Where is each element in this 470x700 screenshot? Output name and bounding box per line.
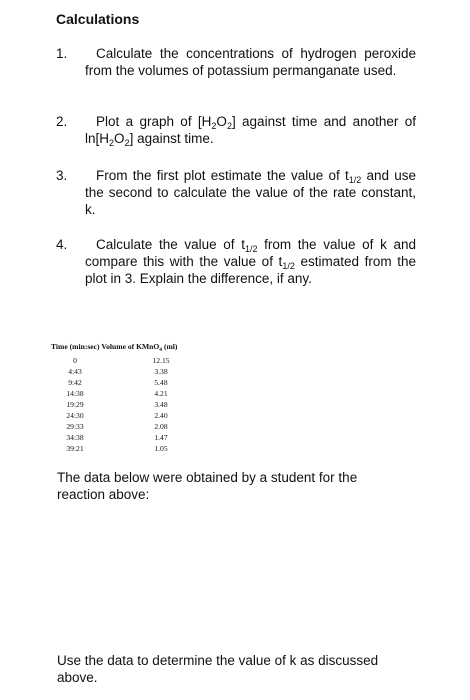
question-number: 3. xyxy=(56,168,68,183)
section-heading: Calculations xyxy=(56,11,140,27)
time-cell: 0 xyxy=(73,356,77,365)
instruction-text: Use the data to determine the value of k as discussed above. xyxy=(57,653,379,685)
table-row xyxy=(51,443,221,454)
question-number: 1. xyxy=(56,46,68,61)
table-row xyxy=(51,399,221,410)
data-table xyxy=(51,342,221,454)
time-cell: 29:33 xyxy=(66,422,84,431)
question-text: Calculate the concentrations of hydrogen peroxide from the volumes of potassium permanganate used. xyxy=(85,46,416,78)
volume-cell: 3.38 xyxy=(154,367,168,376)
volume-cell: 2.08 xyxy=(154,422,168,431)
volume-cell: 2.40 xyxy=(154,411,168,420)
volume-cell: 4.21 xyxy=(154,389,168,398)
header-volume: Volume of KMnO$_4$ (ml) xyxy=(101,342,178,353)
table-row xyxy=(51,366,221,377)
table-row xyxy=(51,432,221,443)
table-row xyxy=(51,377,221,388)
time-cell: 34:38 xyxy=(66,433,84,442)
data-statement: The data below were obtained by a student for the reaction above: xyxy=(57,470,358,502)
question-text: Calculate the value of $t_{1/2}$ from the value of k and compare this with the value of $t_{1/2}$ estimated from the plot in 3. Explain the difference, if any. xyxy=(85,237,416,286)
question-item-3 xyxy=(56,167,416,218)
question-text: From the first plot estimate the value of $t_{1/2}$ and use the second to calculate the value of the rate constant, k. xyxy=(85,168,416,217)
question-number: 4. xyxy=(56,237,68,252)
header-time: Time (min:sec) xyxy=(51,342,100,351)
volume-cell: 5.48 xyxy=(154,378,168,387)
time-cell: 9:42 xyxy=(68,378,82,387)
question-item-4 xyxy=(56,236,416,287)
time-cell: 19:29 xyxy=(66,400,84,409)
question-text: Plot a graph of $[H_2O_2]$ against time and another of $\ln[H_2O_2]$ against time. xyxy=(85,114,416,148)
table-header xyxy=(51,342,221,351)
question-number: 2. xyxy=(56,114,68,129)
volume-cell: 12.15 xyxy=(152,356,170,365)
time-cell: 39:21 xyxy=(66,444,84,453)
table-row xyxy=(51,421,221,432)
volume-cell: 1.05 xyxy=(154,444,168,453)
table-row xyxy=(51,388,221,399)
table-row xyxy=(51,410,221,421)
volume-cell: 1.47 xyxy=(154,433,168,442)
time-cell: 4:43 xyxy=(68,367,82,376)
question-item-2 xyxy=(56,113,416,147)
question-item-1 xyxy=(56,45,416,79)
volume-cell: 3.48 xyxy=(154,400,168,409)
time-cell: 14:38 xyxy=(66,389,84,398)
table-row xyxy=(51,355,221,366)
time-cell: 24:30 xyxy=(66,411,84,420)
